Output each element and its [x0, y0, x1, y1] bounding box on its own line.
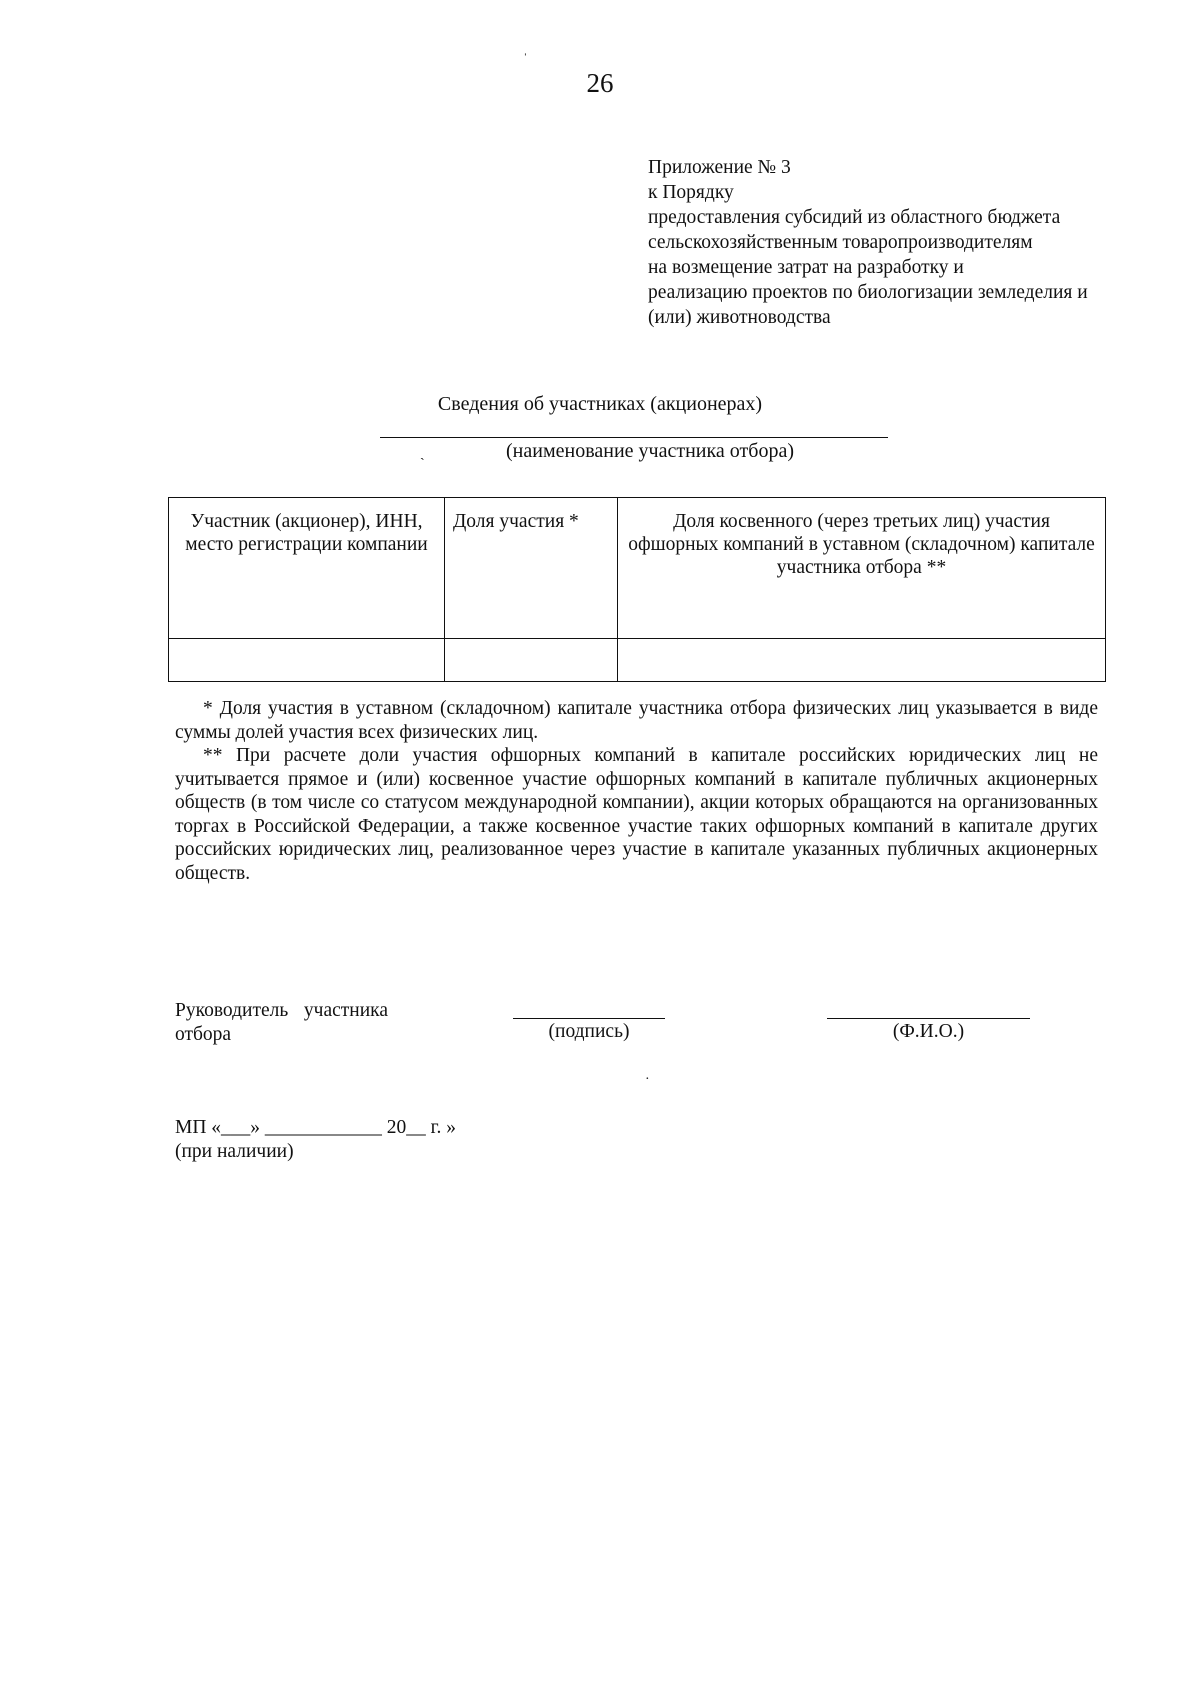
- stamp-block: [175, 1116, 456, 1164]
- appendix-line: к Порядку: [648, 182, 734, 203]
- document-title: Сведения об участниках (акционерах): [437, 393, 763, 415]
- header-offshore-share: Доля косвенного (через третьих лиц) участия офшорных компаний в уставном (складочном) капитале участника отбора **: [618, 498, 1106, 639]
- fio-line[interactable]: [827, 1018, 1030, 1019]
- participant-name-line[interactable]: [380, 437, 888, 438]
- stamp-date-line: МП «___» ____________ 20__ г. »: [175, 1117, 456, 1138]
- table-header-row: [169, 498, 1106, 639]
- appendix-line: (или) животноводства: [648, 307, 831, 328]
- stamp-note: (при наличии): [175, 1141, 294, 1162]
- scan-speck: ·: [645, 1072, 650, 1087]
- signatory-label: [175, 999, 425, 1046]
- signatory-label-word: участника: [303, 1000, 388, 1021]
- table-cell[interactable]: [618, 639, 1106, 682]
- scan-speck: ˏ: [420, 446, 425, 461]
- signature-line[interactable]: [513, 1018, 665, 1019]
- fio-caption: (Ф.И.О.): [892, 1021, 965, 1042]
- header-share: Доля участия *: [445, 498, 618, 639]
- page-number: 26: [586, 68, 614, 98]
- header-participant: Участник (акционер), ИНН, место регистрации компании: [169, 498, 445, 639]
- signature-caption: (подпись): [548, 1021, 630, 1042]
- scan-speck: ˈ: [523, 52, 528, 67]
- participants-table: [168, 497, 1106, 682]
- appendix-line: реализацию проектов по биологизации земледелия и: [648, 282, 1088, 303]
- appendix-header: [648, 155, 1088, 330]
- participant-name-caption: (наименование участника отбора): [506, 440, 794, 462]
- table-row: [169, 639, 1106, 682]
- table-cell[interactable]: [445, 639, 618, 682]
- footnote-1: * Доля участия в уставном (складочном) капитале участника отбора физических лиц указывается в виде суммы долей участия всех физических лиц.: [175, 698, 1098, 743]
- appendix-line: сельскохозяйственным товаропроизводителям: [648, 232, 1033, 253]
- signatory-label-word: Руководитель: [175, 1000, 289, 1021]
- appendix-line: предоставления субсидий из областного бюджета: [648, 207, 1061, 228]
- footnotes: [175, 697, 1098, 885]
- footnote-2: ** При расчете доли участия офшорных компаний в капитале российских юридических лиц не учитывается прямое и (или) косвенное участие офшорных компаний в капитале публичных акционерных обществ (в том числе со статусом международной компании), акции которых обращаются на организованных торгах в Российской Федерации, а также косвенное участие таких офшорных компаний в капитале других российских юридических лиц, реализованное через участие в капитале указанных публичных акционерных обществ.: [175, 745, 1098, 884]
- table-cell[interactable]: [169, 639, 445, 682]
- appendix-line: Приложение № 3: [648, 157, 791, 178]
- signatory-label-line2: отбора: [175, 1023, 232, 1045]
- appendix-line: на возмещение затрат на разработку и: [648, 257, 964, 278]
